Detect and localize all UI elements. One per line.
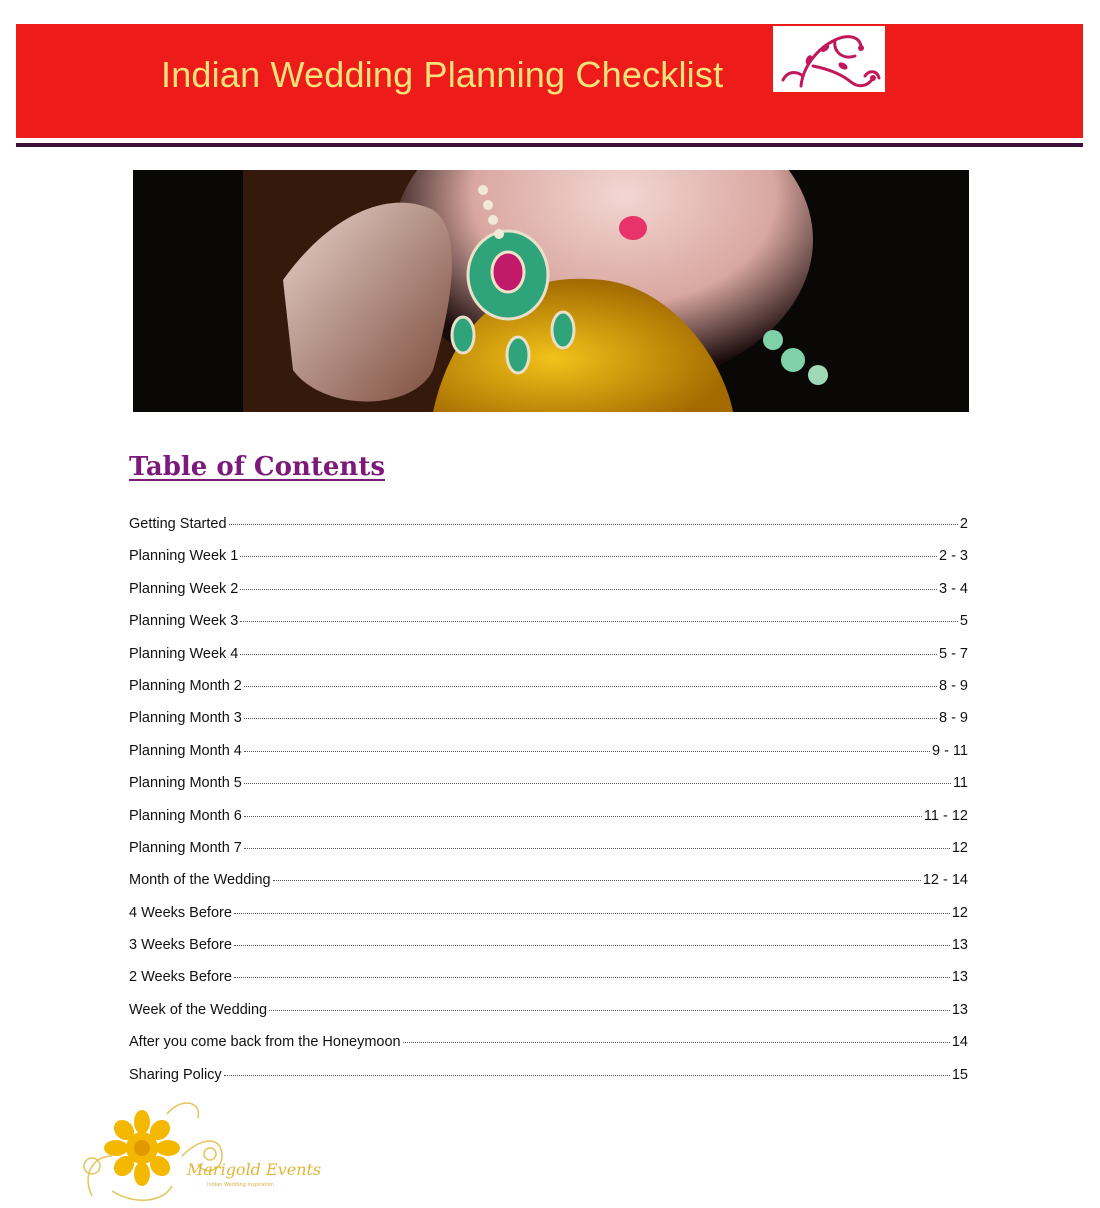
logo-tagline: Indian Wedding Inspiration — [207, 1182, 274, 1188]
toc-entry[interactable] — [129, 775, 968, 807]
toc-entry[interactable] — [129, 969, 968, 1001]
toc-dot-leader — [244, 783, 951, 784]
toc-entry[interactable] — [129, 905, 968, 937]
toc-entry-page: 5 - 7 — [938, 645, 968, 662]
bride-earring-photo — [133, 170, 969, 412]
toc-entry-label: Planning Week 3 — [129, 613, 239, 630]
toc-entry-label: Planning Month 5 — [129, 775, 242, 792]
header-divider — [16, 143, 1083, 147]
toc-entry[interactable] — [129, 1034, 968, 1066]
toc-entry-label: After you come back from the Honeymoon — [129, 1034, 401, 1051]
toc-entry-page: 12 — [951, 904, 968, 921]
toc-entry[interactable] — [129, 710, 968, 742]
toc-dot-leader — [234, 977, 950, 978]
toc-entry-page: 14 — [951, 1034, 968, 1051]
toc-entry[interactable] — [129, 808, 968, 840]
marigold-events-logo — [72, 1096, 342, 1204]
toc-entry-page: 13 — [951, 969, 968, 986]
toc-entry-label: Getting Started — [129, 516, 227, 532]
toc-entry[interactable] — [129, 937, 968, 969]
toc-entry-label: Planning Week 4 — [129, 645, 239, 662]
toc-dot-leader — [234, 913, 950, 914]
toc-entry-page: 5 — [959, 613, 968, 630]
toc-entry-page: 12 - 14 — [922, 872, 968, 889]
toc-entry[interactable] — [129, 581, 968, 613]
toc-entry-label: Month of the Wedding — [129, 872, 271, 889]
toc-dot-leader — [240, 589, 937, 590]
toc-dot-leader — [240, 621, 958, 622]
toc-entry[interactable] — [129, 613, 968, 645]
toc-entry[interactable] — [129, 516, 968, 548]
toc-entry-label: Planning Week 1 — [129, 548, 239, 565]
toc-entry-page: 11 - 12 — [923, 807, 968, 824]
toc-dot-leader — [273, 880, 921, 881]
floral-ornament-icon — [773, 26, 885, 92]
toc-dot-leader — [269, 1010, 950, 1011]
toc-entry-label: Planning Month 4 — [129, 742, 242, 759]
toc-dot-leader — [244, 718, 937, 719]
toc-entry-page: 8 - 9 — [938, 710, 968, 727]
toc-entry-label: 4 Weeks Before — [129, 904, 232, 921]
logo-name: Marigold Events — [187, 1160, 322, 1179]
toc-entry-page: 3 - 4 — [938, 580, 968, 597]
toc-dot-leader — [234, 945, 950, 946]
toc-entry[interactable] — [129, 646, 968, 678]
toc-dot-leader — [240, 556, 937, 557]
toc-entry-label: Planning Month 3 — [129, 710, 242, 727]
toc-entry[interactable] — [129, 678, 968, 710]
toc-entry[interactable] — [129, 840, 968, 872]
toc-dot-leader — [244, 848, 950, 849]
toc-entry-page: 11 — [952, 775, 968, 792]
toc-dot-leader — [403, 1042, 950, 1043]
header-banner — [16, 24, 1083, 138]
toc-entry-label: Planning Week 2 — [129, 580, 239, 597]
toc-dot-leader — [244, 816, 922, 817]
toc-entry-page: 8 - 9 — [938, 677, 968, 694]
toc-dot-leader — [240, 654, 937, 655]
toc-entry-page: 15 — [951, 1066, 968, 1083]
toc-entry-label: Sharing Policy — [129, 1066, 222, 1083]
toc-entry-label: Planning Month 2 — [129, 677, 242, 694]
toc-entry-page: 2 — [959, 516, 968, 532]
toc-entry-page: 13 — [951, 1001, 968, 1018]
toc-entry-label: 2 Weeks Before — [129, 969, 232, 986]
table-of-contents — [129, 516, 968, 1099]
toc-dot-leader — [224, 1075, 950, 1076]
toc-entry-page: 2 - 3 — [938, 548, 968, 565]
toc-entry[interactable] — [129, 872, 968, 904]
document-title: Indian Wedding Planning Checklist — [161, 54, 724, 95]
toc-entry-label: 3 Weeks Before — [129, 937, 232, 954]
toc-entry[interactable] — [129, 1002, 968, 1034]
toc-entry-label: Planning Month 6 — [129, 807, 242, 824]
toc-entry[interactable] — [129, 548, 968, 580]
toc-entry-page: 13 — [951, 937, 968, 954]
toc-entry-label: Week of the Wedding — [129, 1001, 268, 1018]
toc-entry-page: 9 - 11 — [931, 742, 968, 759]
toc-entry-page: 12 — [951, 839, 968, 856]
toc-dot-leader — [244, 751, 930, 752]
toc-dot-leader — [244, 686, 937, 687]
toc-entry[interactable] — [129, 743, 968, 775]
toc-entry-label: Planning Month 7 — [129, 839, 242, 856]
toc-entry[interactable] — [129, 1067, 968, 1099]
toc-heading: Table of Contents — [129, 452, 385, 482]
toc-dot-leader — [229, 524, 958, 525]
